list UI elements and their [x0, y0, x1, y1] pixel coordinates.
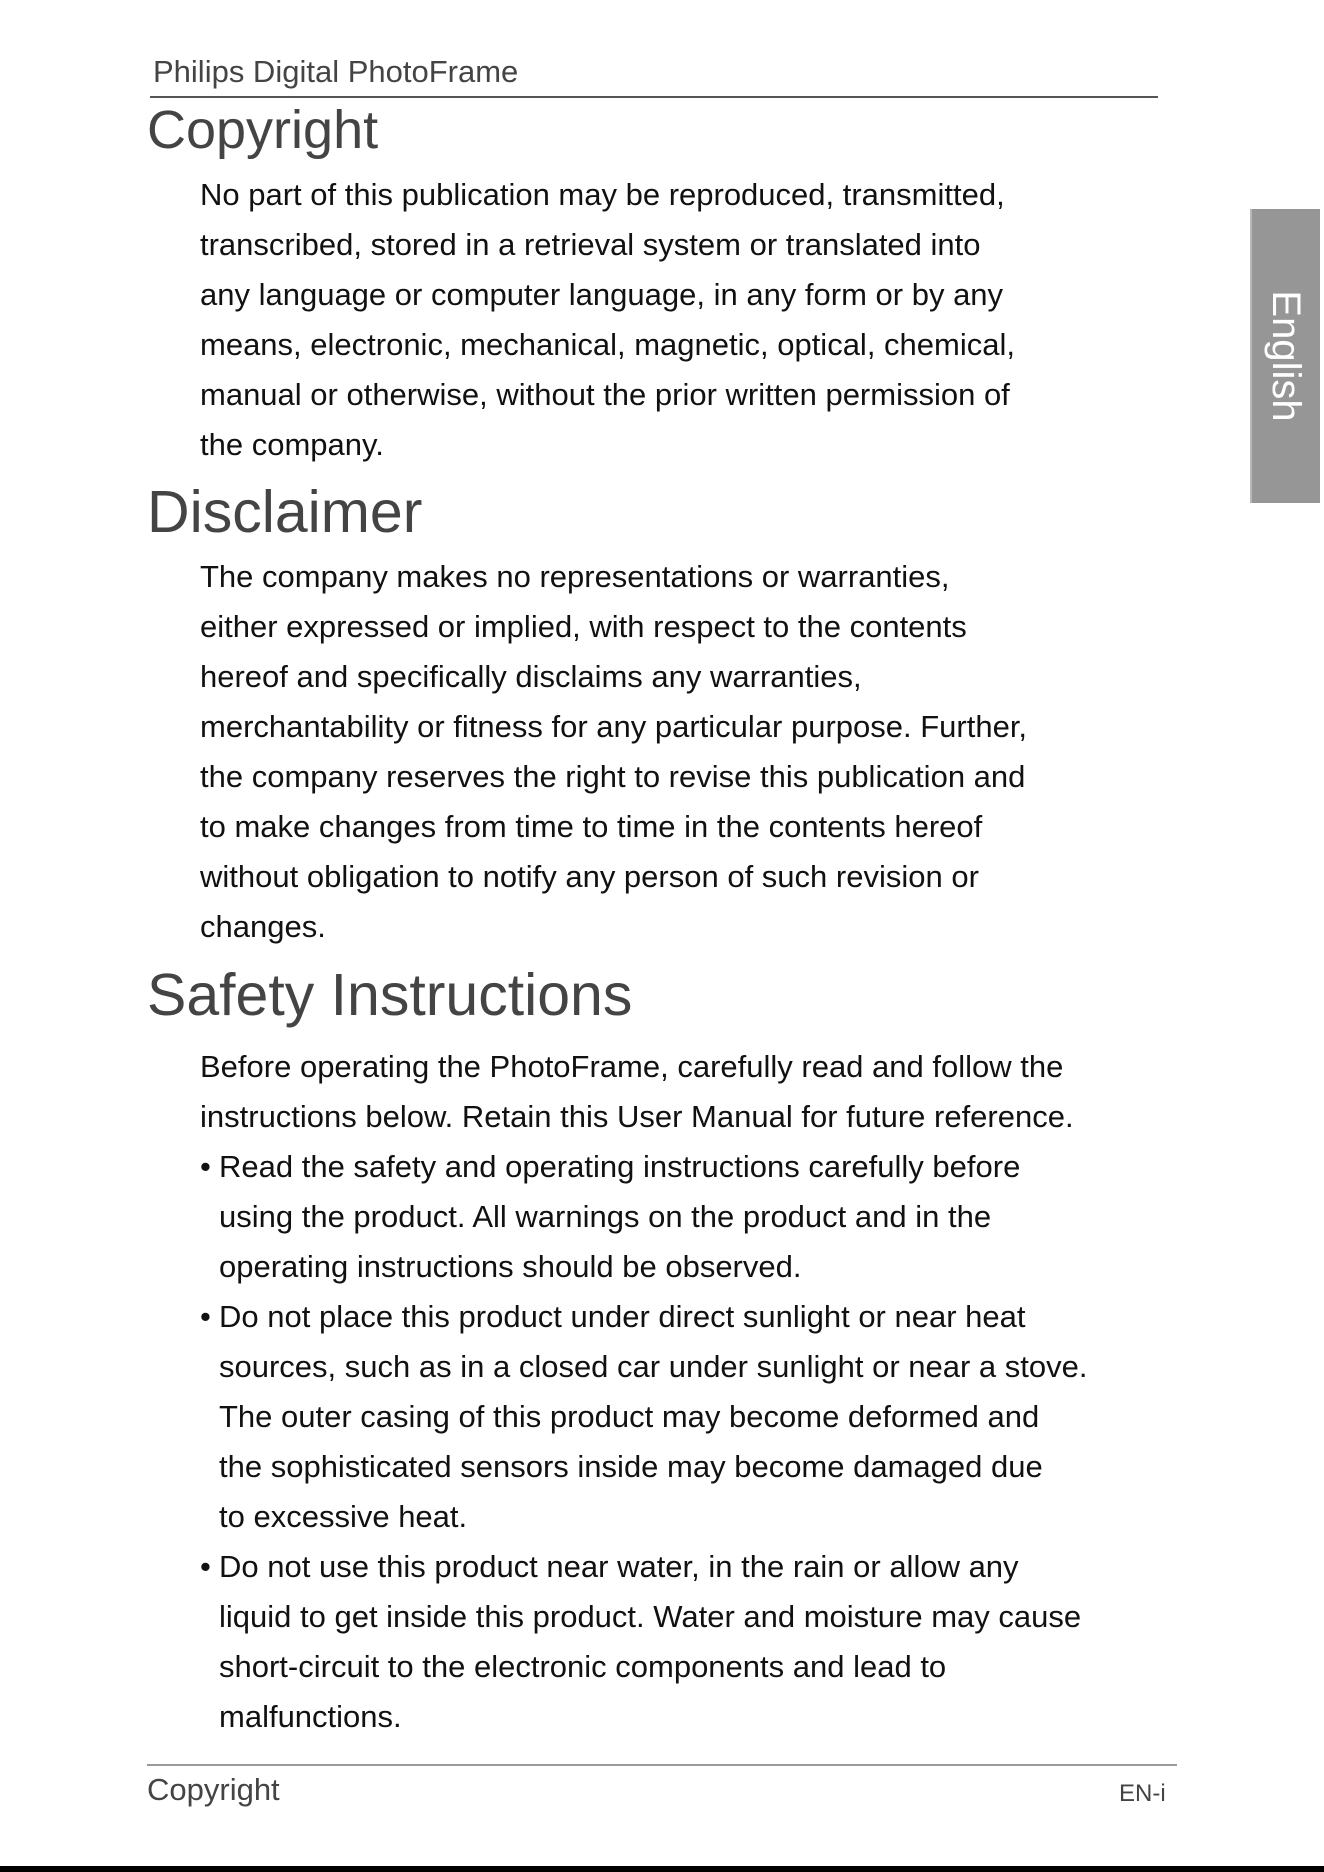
bullet-line: Read the safety and operating instructions carefully before	[219, 1149, 1021, 1184]
paragraph-line: either expressed or implied, with respect to the contents	[200, 609, 967, 644]
bullet-line: Do not place this product under direct sunlight or near heat	[219, 1299, 1026, 1334]
footer-page-number: EN-i	[1119, 1780, 1166, 1807]
bullet-line: using the product. All warnings on the product and in the	[219, 1199, 992, 1234]
safety-instructions-heading: Safety Instructions	[147, 962, 633, 1028]
header-title: Philips Digital PhotoFrame	[153, 54, 519, 89]
copyright-paragraph	[200, 170, 1160, 470]
language-tab-label: English	[1264, 290, 1308, 422]
paragraph-line: changes.	[200, 909, 326, 944]
copyright-heading: Copyright	[147, 100, 379, 160]
bullet-line: operating instructions should be observed.	[219, 1249, 802, 1284]
footer-section-name: Copyright	[147, 1772, 280, 1807]
disclaimer-paragraph	[200, 552, 1160, 952]
safety-bullet-item	[200, 1542, 1180, 1742]
paragraph-line: instructions below. Retain this User Manual for future reference.	[200, 1099, 1074, 1134]
bullet-line: to excessive heat.	[219, 1499, 468, 1534]
paragraph-line: Before operating the PhotoFrame, carefully read and follow the	[200, 1049, 1064, 1084]
language-tab	[1250, 209, 1320, 503]
safety-bullet-item	[200, 1142, 1180, 1292]
paragraph-line: any language or computer language, in any form or by any	[200, 277, 1004, 312]
footer-divider	[147, 1764, 1177, 1766]
bullet-line: short-circuit to the electronic components and lead to	[219, 1649, 947, 1684]
bullet-icon: •	[200, 1149, 211, 1184]
paragraph-line: No part of this publication may be reproduced, transmitted,	[200, 177, 1005, 212]
bullet-line: the sophisticated sensors inside may become damaged due	[219, 1449, 1043, 1484]
paragraph-line: the company reserves the right to revise this publication and	[200, 759, 1026, 794]
page-bottom-edge	[0, 1866, 1324, 1872]
paragraph-line: The company makes no representations or warranties,	[200, 559, 950, 594]
bullet-icon: •	[200, 1549, 211, 1584]
bullet-line: sources, such as in a closed car under sunlight or near a stove.	[219, 1349, 1088, 1384]
paragraph-line: transcribed, stored in a retrieval system or translated into	[200, 227, 981, 262]
bullet-line: The outer casing of this product may become deformed and	[219, 1399, 1040, 1434]
paragraph-line: without obligation to notify any person of such revision or	[200, 859, 979, 894]
safety-intro-paragraph	[200, 1042, 1160, 1142]
bullet-line: Do not use this product near water, in the rain or allow any	[219, 1549, 1019, 1584]
safety-bullet-list	[200, 1142, 1180, 1742]
paragraph-line: hereof and specifically disclaims any warranties,	[200, 659, 862, 694]
bullet-line: malfunctions.	[219, 1699, 402, 1734]
header-divider	[150, 96, 1158, 98]
safety-bullet-item	[200, 1292, 1180, 1542]
paragraph-line: to make changes from time to time in the contents hereof	[200, 809, 983, 844]
paragraph-line: merchantability or fitness for any particular purpose. Further,	[200, 709, 1028, 744]
disclaimer-heading: Disclaimer	[147, 479, 423, 545]
bullet-icon: •	[200, 1299, 211, 1334]
bullet-line: liquid to get inside this product. Water and moisture may cause	[219, 1599, 1082, 1634]
paragraph-line: manual or otherwise, without the prior written permission of	[200, 377, 1010, 412]
paragraph-line: means, electronic, mechanical, magnetic, optical, chemical,	[200, 327, 1015, 362]
paragraph-line: the company.	[200, 427, 384, 462]
